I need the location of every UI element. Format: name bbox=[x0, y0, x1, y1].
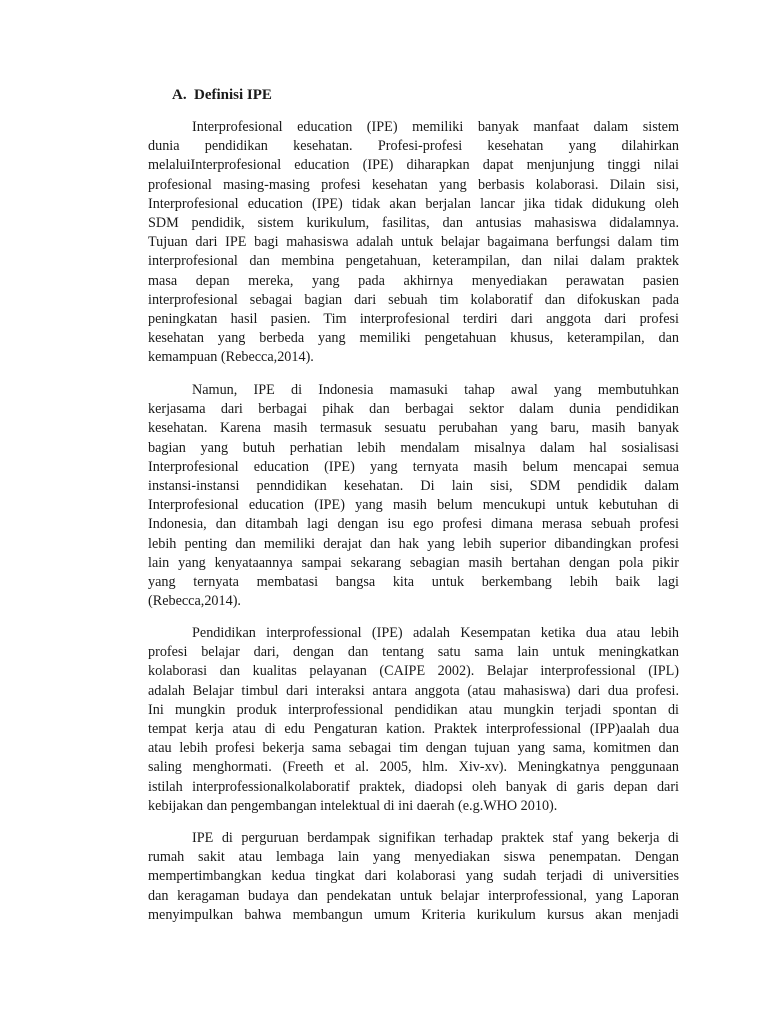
text-line: masa depan mereka, yang pada akhirnya menyediakan perawatan pasien bbox=[148, 272, 679, 289]
text-line: melaluiInterprofesional education (IPE) diharapkan dapat menjunjung tinggi nilai bbox=[148, 157, 679, 174]
text-line: saling menghormati. (Freeth et al. 2005, hlm. Xiv-xv). Meningkatnya penggunaan bbox=[148, 759, 679, 776]
text-line: (Rebecca,2014). bbox=[148, 593, 241, 610]
text-line: interprofesional sebagai bagian dari sebuah tim kolaboratif dan difokuskan pada bbox=[148, 291, 679, 308]
paragraph bbox=[148, 624, 679, 816]
text-line: menyimpulkan bahwa membangun umum Kriteria kurikulum kursus akan menjadi bbox=[148, 906, 679, 923]
text-line: mempertimbangkan kedua tingkat dari kolaborasi yang sudah terjadi di universities bbox=[148, 868, 679, 885]
text-line: dunia pendidikan kesehatan. Profesi-profesi kesehatan yang dilahirkan bbox=[148, 138, 679, 155]
text-line: Tujuan dari IPE bagi mahasiswa adalah untuk belajar bagaimana berfungsi dalam tim bbox=[148, 234, 679, 251]
section-marker: A. bbox=[172, 87, 187, 103]
section-heading bbox=[172, 86, 272, 105]
text-line: Pendidikan interprofessional (IPE) adalah Kesempatan ketika dua atau lebih bbox=[192, 625, 679, 641]
text-line: IPE di perguruan berdampak signifikan terhadap praktek staf yang bekerja di bbox=[192, 830, 679, 846]
text-line: instansi-instansi penndidikan kesehatan. Di lain sisi, SDM pendidik dalam bbox=[148, 477, 679, 494]
text-line: Interprofesional education (IPE) memiliki banyak manfaat dalam sistem bbox=[192, 119, 679, 135]
text-line: kemampuan (Rebecca,2014). bbox=[148, 349, 314, 366]
text-line: interprofesional dan membina pengetahuan, keterampilan, dan nilai dalam praktek bbox=[148, 253, 679, 270]
text-line: lebih penting dan memiliki derajat dan hak yang lebih superior dibandingkan profesi bbox=[148, 535, 679, 552]
paragraph bbox=[148, 381, 679, 611]
text-line: Namun, IPE di Indonesia mamasuki tahap awal yang membutuhkan bbox=[192, 382, 679, 398]
text-line: istilah interprofessionalkolaboratif praktek, diadopsi oleh banyak di garis depan dari bbox=[148, 778, 679, 795]
text-line: Ini mungkin produk interprofessional pendidikan atau mungkin terjadi spontan di bbox=[148, 701, 679, 718]
text-line: profesional masing-masing profesi kesehatan yang berbasis kolaborasi. Dilain sisi, bbox=[148, 176, 679, 193]
section-title: Definisi IPE bbox=[194, 87, 272, 103]
text-line: yang ternyata membatasi bangsa kita untuk berkembang lebih baik lagi bbox=[148, 573, 679, 590]
paragraph bbox=[148, 118, 679, 367]
text-line: Interprofesional education (IPE) tidak akan berjalan lancar jika tidak didukung oleh bbox=[148, 195, 679, 212]
text-line: kesehatan. Karena masih termasuk sesuatu perubahan yang baru, masih banyak bbox=[148, 420, 679, 437]
text-line: atau lebih profesi bekerja sama sebagai tim dengan tujuan yang sama, komitmen dan bbox=[148, 740, 679, 757]
text-line: peningkatan hasil pasien. Tim interprofesional terdiri dari anggota dari profesi bbox=[148, 310, 679, 327]
text-line: lain yang kenyataannya sampai sekarang sebagian masih bertahan dengan pola pikir bbox=[148, 554, 679, 571]
text-line: adalah Belajar timbul dari interaksi antara anggota (atau mahasiswa) dari dua profesi. bbox=[148, 682, 679, 699]
text-line: Interprofesional education (IPE) yang masih belum mencukupi untuk kebutuhan di bbox=[148, 497, 679, 514]
paragraph bbox=[148, 829, 679, 925]
text-line: kesehatan yang berbeda yang memiliki pengetahuan khusus, keterampilan, dan bbox=[148, 330, 679, 347]
text-line: Interprofesional education (IPE) yang ternyata masih belum mencapai semua bbox=[148, 458, 679, 475]
text-line: tempat kerja atau di edu Pengaturan kation. Praktek interprofessional (IPP)aalah dua bbox=[148, 720, 679, 737]
text-line: bagian yang butuh perhatian lebih mendalam misalnya dalam hal sosialisasi bbox=[148, 439, 679, 456]
text-line: kebijakan dan pengembangan intelektual di ini daerah (e.g.WHO 2010). bbox=[148, 797, 558, 814]
text-line: dan keragaman budaya dan pendekatan untuk belajar interprofessional, yang Laporan bbox=[148, 887, 679, 904]
text-line: kerjasama dari berbagai pihak dan berbagai sektor dalam dunia pendidikan bbox=[148, 401, 679, 418]
text-line: rumah sakit atau lembaga lain yang menyediakan siswa penempatan. Dengan bbox=[148, 849, 679, 866]
text-line: SDM pendidik, sistem kurikulum, fasilitas, dan antusias mahasiswa didalamnya. bbox=[148, 214, 679, 231]
text-line: profesi belajar dari, dengan dan tentang satu sama lain untuk meningkatkan bbox=[148, 644, 679, 661]
text-line: kolaborasi dan kualitas pelayanan (CAIPE 2002). Belajar interprofessional (IPL) bbox=[148, 663, 679, 680]
text-line: Indonesia, dan ditambah lagi dengan isu ego profesi dimana merasa sebuah profesi bbox=[148, 516, 679, 533]
